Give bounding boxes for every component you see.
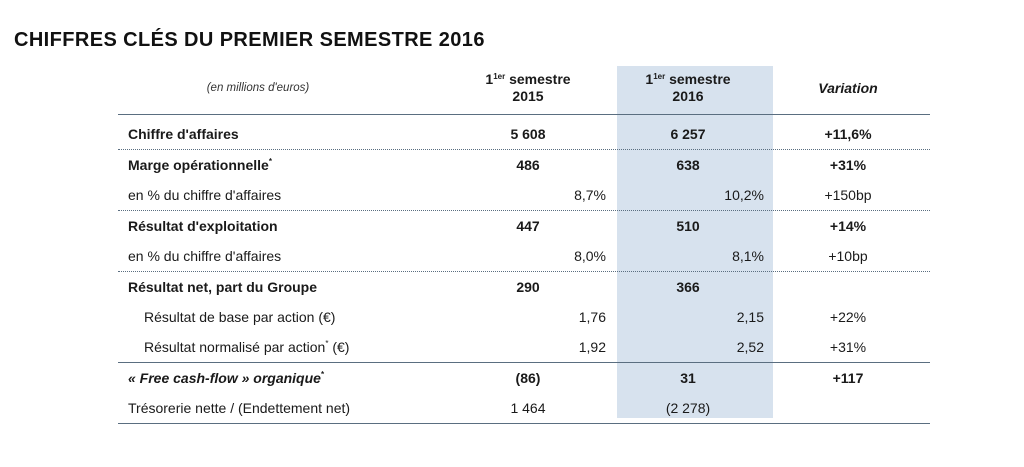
variation: +14% [829, 218, 867, 234]
value-2015: 8,0% [574, 248, 606, 264]
variation [773, 272, 923, 302]
value-2015: 5 608 [510, 126, 546, 142]
row-label: Résultat net, part du Groupe [128, 279, 318, 295]
row-label: Chiffre d'affaires [128, 126, 239, 142]
page-title: CHIFFRES CLÉS DU PREMIER SEMESTRE 2016 [14, 29, 485, 51]
table-row [118, 302, 930, 332]
value-2015: 1,76 [578, 309, 606, 325]
header-2015 [463, 71, 593, 119]
variation: +22% [829, 309, 867, 325]
row-label: Marge opérationnelle* [128, 157, 272, 173]
variation: +31% [829, 157, 867, 173]
header-2016-year: 2016 [672, 88, 704, 104]
table-row [118, 362, 930, 393]
variation: +150bp [824, 187, 872, 203]
value-2015: 1 464 [510, 400, 546, 416]
unit-note: (en millions d'euros) [206, 82, 310, 94]
table-header [118, 66, 930, 115]
header-2016 [623, 71, 753, 119]
value-2016: (2 278) [665, 400, 711, 416]
table-row [118, 210, 930, 241]
table-row [118, 332, 930, 362]
variation: +11,6% [824, 126, 872, 142]
table-row [118, 393, 930, 424]
table-row [118, 241, 930, 271]
table-row [118, 119, 930, 149]
table-row [118, 180, 930, 210]
value-2016: 2,52 [736, 339, 764, 355]
value-2016: 6 257 [670, 126, 706, 142]
row-label: en % du chiffre d'affaires [128, 248, 282, 264]
value-2016: 510 [676, 218, 700, 234]
row-label: Résultat de base par action (€) [144, 309, 336, 325]
row-label: « Free cash-flow » organique* [128, 370, 325, 386]
value-2015: 8,7% [574, 187, 606, 203]
row-label: Résultat normalisé par action* (€) [144, 339, 350, 355]
value-2016: 2,15 [736, 309, 764, 325]
key-figures-table [118, 66, 930, 424]
variation: +31% [829, 339, 867, 355]
header-2016-line1: $1^{1er}$ semestre [645, 71, 731, 87]
value-2016: 8,1% [732, 248, 764, 264]
variation [773, 393, 923, 423]
table-row [118, 149, 930, 180]
row-label: en % du chiffre d'affaires [128, 187, 282, 203]
value-2015: 486 [516, 157, 540, 173]
header-variation: Variation [818, 80, 878, 96]
value-2015: (86) [515, 370, 541, 386]
row-label: Trésorerie nette / (Endettement net) [128, 400, 351, 416]
value-2015: 1,92 [578, 339, 606, 355]
table-row [118, 271, 930, 302]
header-2015-line1: $1^{1er}$ semestre [485, 71, 571, 87]
value-2016: 366 [676, 279, 700, 295]
value-2016: 10,2% [724, 187, 764, 203]
header-2015-year: 2015 [512, 88, 544, 104]
value-2016: 638 [676, 157, 700, 173]
row-label: Résultat d'exploitation [128, 218, 278, 234]
value-2016: 31 [680, 370, 696, 386]
variation: +117 [832, 370, 864, 386]
variation: +10bp [828, 248, 868, 264]
value-2015: 447 [516, 218, 540, 234]
value-2015: 290 [516, 279, 540, 295]
